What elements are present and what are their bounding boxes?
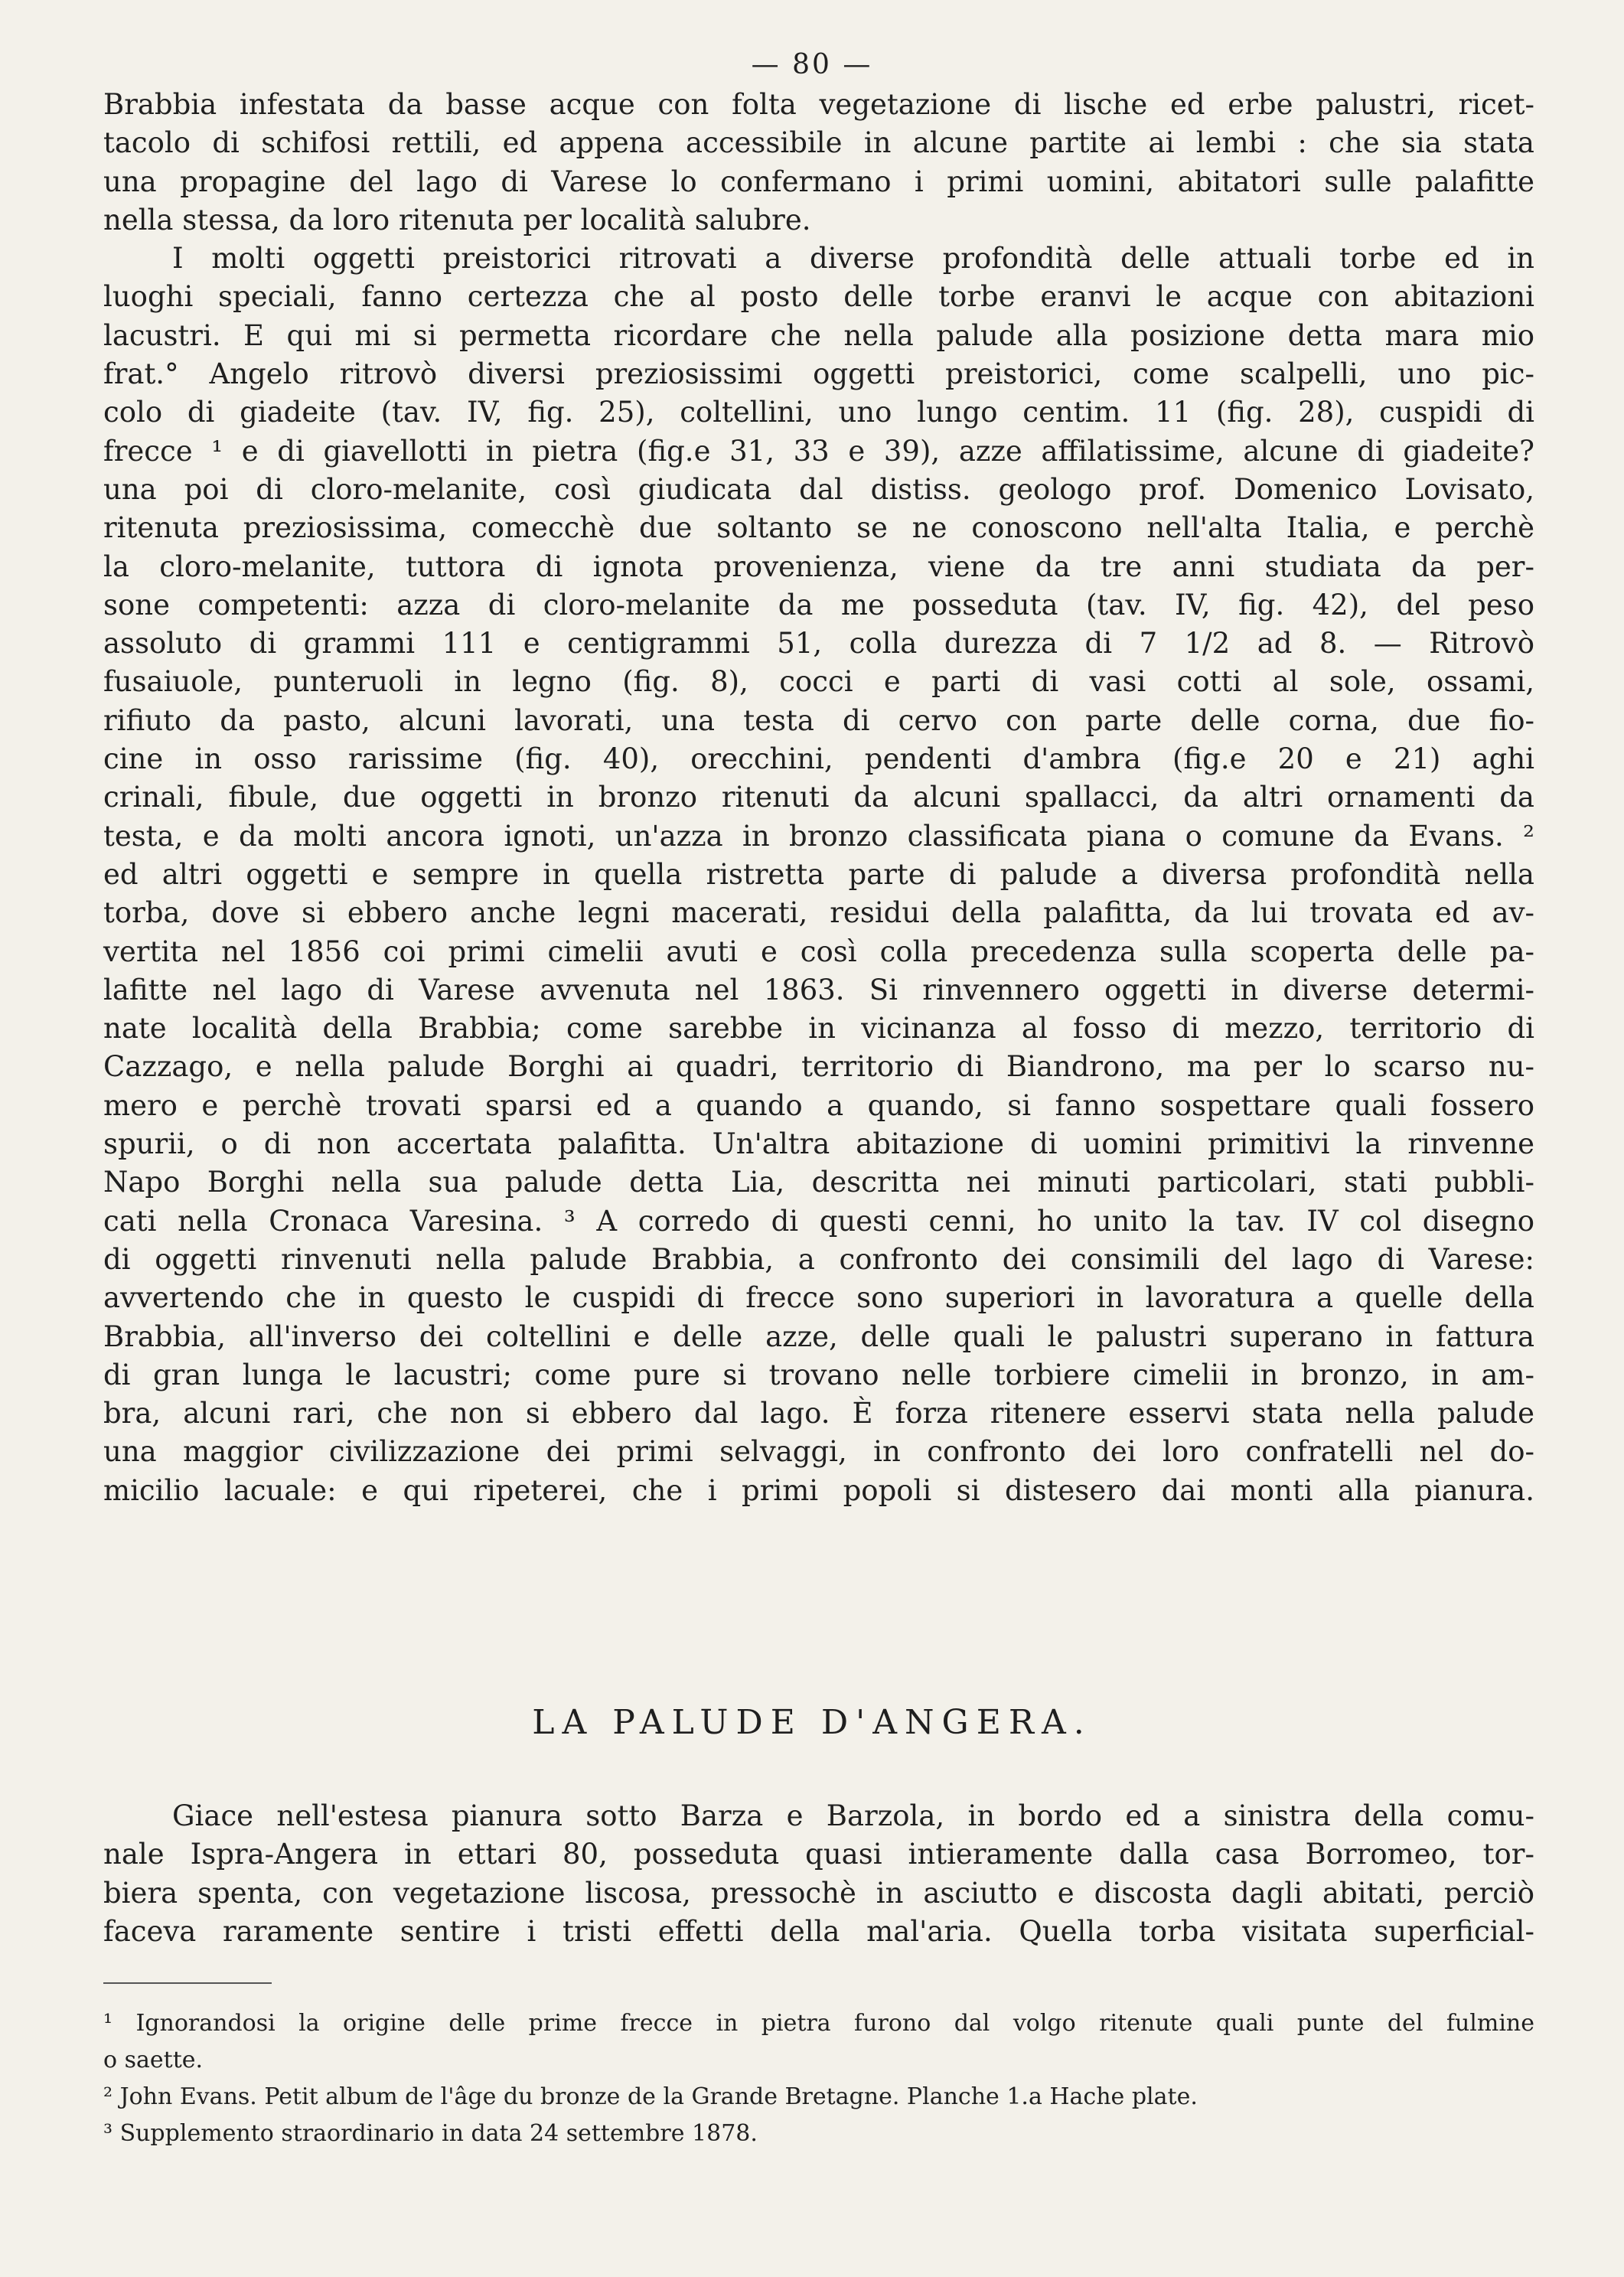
text-line: micilio lacuale: e qui ripeterei, che i primi popoli si distesero dai monti alla pianura. [103,1473,1534,1507]
text-line: avvertendo che in questo le cuspidi di frecce sono superiori in lavoratura a quelle della [103,1281,1534,1315]
text-line: fusaiuole, punteruoli in legno (fig. 8), cocci e parti di vasi cotti al sole, ossami, [103,665,1534,699]
text-line: I molti oggetti preistorici ritrovati a diverse profondità delle attuali torbe ed in [172,242,1534,276]
text-line: spurii, o di non accertata palafitta. Un'altra abitazione di uomini primitivi la rinvenne [103,1127,1534,1161]
text-line: ritenuta preziosissima, comecchè due soltanto se ne conoscono nell'alta Italia, e perchè [103,511,1534,545]
text-line: assoluto di grammi 111 e centigrammi 51, colla durezza di 7 1/2 ad 8. — Ritrovò [103,627,1534,661]
page-number: — 80 — [751,49,873,80]
text-line: bra, alcuni rari, che non si ebbero dal lago. È forza ritenere esservi stata nella palude [103,1397,1534,1430]
text-line: biera spenta, con vegetazione liscosa, pressochè in asciutto e discosta dagli abitati, perciò [103,1876,1534,1910]
text-line: Brabbia infestata da basse acque con folta vegetazione di lische ed erbe palustri, ricet- [103,88,1534,121]
text-line: Brabbia, all'inverso dei coltellini e delle azze, delle quali le palustri superano in fattura [103,1320,1534,1353]
text-line: cati nella Cronaca Varesina. ³ A corredo di questi cenni, ho unito la tav. IV col disegno [103,1204,1534,1238]
text-line: testa, e da molti ancora ignoti, un'azza in bronzo classificata piana o comune da Evans. ² [103,819,1534,853]
text-line: una poi di cloro-melanite, così giudicata dal distiss. geologo prof. Domenico Lovisato, [103,472,1534,506]
text-line: nale Ispra-Angera in ettari 80, posseduta quasi intieramente dalla casa Borromeo, tor- [103,1838,1534,1871]
body-text [103,86,1534,1510]
footnote-line: ³ Supplemento straordinario in data 24 settembre 1878. [103,2120,758,2147]
text-line: Napo Borghi nella sua palude detta Lia, descritta nei minuti particolari, stati pubbli- [103,1166,1534,1199]
text-line: lafitte nel lago di Varese avvenuta nel 1863. Si rinvennero oggetti in diverse determi- [103,973,1534,1006]
text-line: faceva raramente sentire i tristi effetti della mal'aria. Quella torba visitata superficial- [103,1914,1534,1948]
text-line: tacolo di schifosi rettili, ed appena accessibile in alcune partite ai lembi : che sia stata [103,126,1534,160]
text-line: frat.° Angelo ritrovò diversi preziosissimi oggetti preistorici, come scalpelli, uno pic- [103,357,1534,391]
text-line: Cazzago, e nella palude Borghi ai quadri, territorio di Biandrono, ma per lo scarso nu- [103,1050,1534,1084]
footnote-line: ¹ Ignorandosi la origine delle prime frecce in pietra furono dal volgo ritenute quali punte del fulmine [103,2010,1534,2037]
footnote-rule [103,1982,272,1984]
text-line: luoghi speciali, fanno certezza che al posto delle torbe eranvi le acque con abitazioni [103,280,1534,314]
footnote-line: ² John Evans. Petit album de l'âge du bronze de la Grande Bretagne. Planche 1.a Hache plate. [103,2083,1198,2110]
text-line: mero e perchè trovati sparsi ed a quando a quando, si fanno sospettare quali fossero [103,1088,1534,1122]
text-line: rifiuto da pasto, alcuni lavorati, una testa di cervo con parte delle corna, due fio- [103,703,1534,737]
text-line: una maggior civilizzazione dei primi selvaggi, in confronto dei loro confratelli nel do- [103,1435,1534,1469]
text-line: frecce ¹ e di giavellotti in pietra (fig.e 31, 33 e 39), azze affilatissime, alcune di giadeite? [103,434,1534,468]
text-line: di oggetti rinvenuti nella palude Brabbia, a confronto dei consimili del lago di Varese: [103,1242,1534,1276]
footnote-line: o saette. [103,2047,204,2073]
text-line: una propagine del lago di Varese lo confermano i primi uomini, abitatori sulle palafitte [103,165,1534,198]
section-text [103,1797,1534,1951]
text-line: torba, dove si ebbero anche legni macerati, residui della palafitta, da lui trovata ed av- [103,896,1534,930]
text-line: colo di giadeite (tav. IV, fig. 25), coltellini, uno lungo centim. 11 (fig. 28), cuspidi di [103,396,1534,429]
text-line: la cloro-melanite, tuttora di ignota provenienza, viene da tre anni studiata da per- [103,550,1534,583]
text-line: sone competenti: azza di cloro-melanite da me posseduta (tav. IV, fig. 42), del peso [103,588,1534,621]
text-line: ed altri oggetti e sempre in quella ristretta parte di palude a diversa profondità nella [103,857,1534,891]
text-line: cine in osso rarissime (fig. 40), orecchini, pendenti d'ambra (fig.e 20 e 21) aghi [103,742,1534,776]
text-line: di gran lunga le lacustri; come pure si trovano nelle torbiere cimelii in bronzo, in am- [103,1358,1534,1391]
footnotes [103,2005,1534,2152]
text-line: Giace nell'estesa pianura sotto Barza e Barzola, in bordo ed a sinistra della comu- [172,1799,1534,1832]
text-line: lacustri. E qui mi si permetta ricordare che nella palude alla posizione detta mara mio [103,318,1534,352]
text-line: nate località della Brabbia; come sarebbe in vicinanza al fosso di mezzo, territorio di [103,1012,1534,1046]
section-heading: LA PALUDE D'ANGERA. [532,1703,1092,1742]
text-line: vertita nel 1856 coi primi cimelii avuti e così colla precedenza sulla scoperta delle pa- [103,935,1534,968]
text-line: crinali, fibule, due oggetti in bronzo ritenuti da alcuni spallacci, da altri ornamenti da [103,781,1534,814]
text-line: nella stessa, da loro ritenuta per località salubre. [103,203,811,237]
